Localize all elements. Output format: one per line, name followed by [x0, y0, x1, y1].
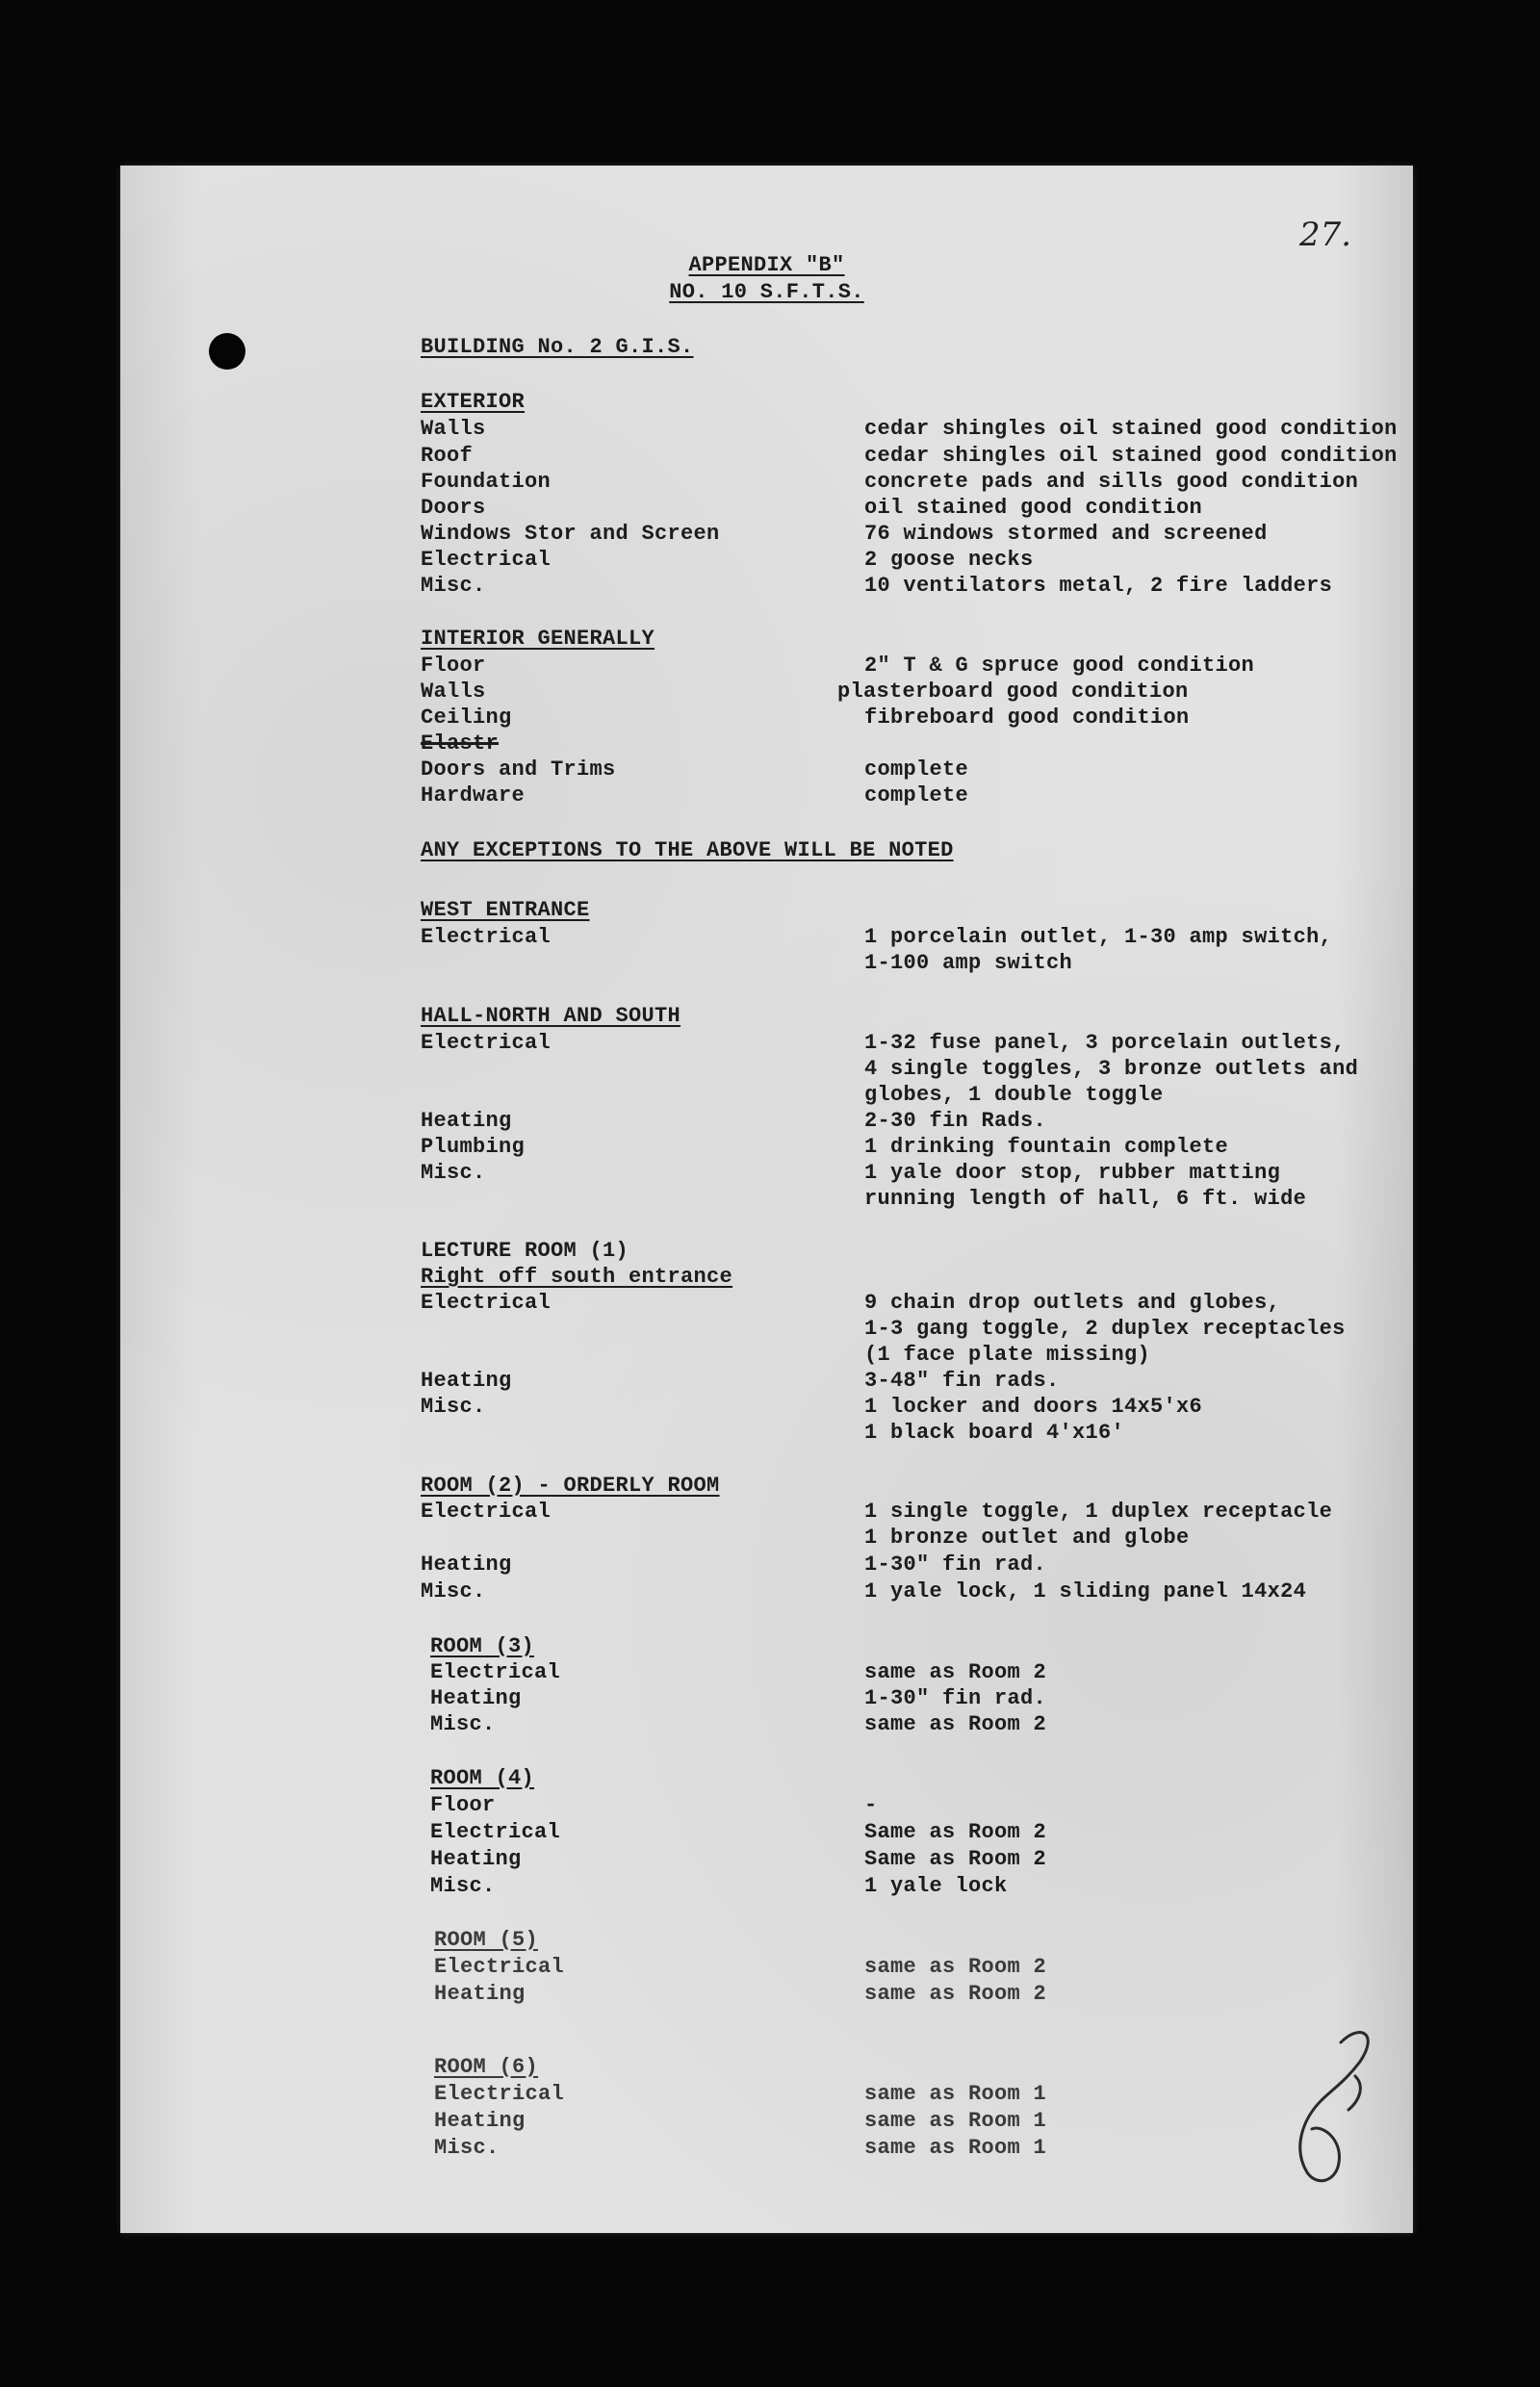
row-value: 1 yale lock — [864, 1874, 1008, 1898]
lecture-electrical-line: 1-3 gang toggle, 2 duplex receptacles — [864, 1317, 1346, 1341]
room4-row — [120, 1819, 1413, 1846]
lecture-electrical-label: Electrical — [421, 1291, 552, 1315]
row-label: Misc. — [421, 574, 486, 598]
exterior-row — [120, 521, 1413, 548]
row-value: concrete pads and sills good condition — [864, 470, 1359, 494]
room4-row — [120, 1792, 1413, 1819]
hall-electrical-line: 4 single toggles, 3 bronze outlets and — [864, 1057, 1359, 1081]
row-value: cedar shingles oil stained good condition — [864, 417, 1398, 441]
hall-misc-line: 1 yale door stop, rubber matting — [864, 1161, 1281, 1185]
room2-heading: ROOM (2) - ORDERLY ROOM — [421, 1474, 720, 1498]
row-label: Heating — [430, 1847, 522, 1871]
exterior-row — [120, 547, 1413, 574]
row-label: Electrical — [434, 1955, 565, 1979]
room5-row — [120, 1981, 1413, 2008]
hall-misc-label: Misc. — [421, 1161, 486, 1185]
handwritten-mark — [1264, 2004, 1399, 2196]
row-value: cedar shingles oil stained good condition — [864, 444, 1398, 468]
room4-heading: ROOM (4) — [430, 1766, 535, 1790]
lecture-heating-label: Heating — [421, 1369, 512, 1393]
hall-electrical-line: 1-32 fuse panel, 3 porcelain outlets, — [864, 1031, 1346, 1055]
exterior-heading: EXTERIOR — [421, 390, 526, 414]
row-label: Misc. — [434, 2136, 500, 2160]
exterior-row — [120, 469, 1413, 496]
row-label: Walls — [421, 680, 486, 704]
row-value: same as Room 2 — [864, 1955, 1047, 1979]
row-value: oil stained good condition — [864, 496, 1203, 520]
lecture-heating-value: 3-48" fin rads. — [864, 1369, 1060, 1393]
row-value: same as Room 2 — [864, 1982, 1047, 2006]
interior-row — [120, 757, 1413, 783]
interior-row — [120, 705, 1413, 732]
building-title: BUILDING No. 2 G.I.S. — [421, 335, 694, 359]
punch-hole — [209, 333, 245, 370]
page-number: 27. — [1299, 216, 1352, 254]
room2-misc-label: Misc. — [421, 1579, 486, 1604]
interior-row — [120, 653, 1413, 680]
row-value: same as Room 2 — [864, 1712, 1047, 1736]
row-value: same as Room 1 — [864, 2109, 1047, 2133]
hall-heating-label: Heating — [421, 1109, 512, 1133]
hall-plumbing-label: Plumbing — [421, 1135, 526, 1159]
lecture-misc-line: 1 locker and doors 14x5'x6 — [864, 1395, 1203, 1419]
room4-row — [120, 1873, 1413, 1900]
room4-row — [120, 1846, 1413, 1873]
row-label: Ceiling — [421, 706, 512, 730]
room3-row — [120, 1711, 1413, 1738]
room2-electrical-label: Electrical — [421, 1500, 552, 1524]
room2-heating-value: 1-30" fin rad. — [864, 1553, 1047, 1577]
room5-heading: ROOM (5) — [434, 1928, 539, 1952]
appendix-title: APPENDIX "B" — [688, 253, 845, 277]
row-label: Misc. — [430, 1874, 496, 1898]
room6-row — [120, 2081, 1413, 2108]
hall-electrical-label: Electrical — [421, 1031, 552, 1055]
document-page — [120, 166, 1413, 2233]
row-label: Floor — [421, 654, 486, 678]
room2-heating-label: Heating — [421, 1553, 512, 1577]
row-value: same as Room 1 — [864, 2082, 1047, 2106]
room3-heading: ROOM (3) — [430, 1634, 535, 1658]
row-label: Doors — [421, 496, 486, 520]
row-value: 2 goose necks — [864, 548, 1034, 572]
row-label: Walls — [421, 417, 486, 441]
row-label: Floor — [430, 1793, 496, 1817]
lecture-room-subheading: Right off south entrance — [421, 1265, 733, 1289]
room3-row — [120, 1685, 1413, 1712]
row-value: 76 windows stormed and screened — [864, 522, 1268, 546]
row-label: Electrical — [430, 1660, 561, 1684]
lecture-electrical-line: (1 face plate missing) — [864, 1343, 1151, 1367]
row-value: 10 ventilators metal, 2 fire ladders — [864, 574, 1333, 598]
room3-row — [120, 1659, 1413, 1686]
hall-heading: HALL-NORTH AND SOUTH — [421, 1004, 681, 1028]
row-label: Doors and Trims — [421, 757, 616, 782]
exterior-row — [120, 443, 1413, 470]
row-value: Same as Room 2 — [864, 1820, 1047, 1844]
row-label: Hardware — [421, 783, 526, 808]
hall-plumbing-value: 1 drinking fountain complete — [864, 1135, 1229, 1159]
interior-row — [120, 679, 1413, 706]
hall-misc-line: running length of hall, 6 ft. wide — [864, 1187, 1307, 1211]
room5-row — [120, 1954, 1413, 1981]
row-value: 1-30" fin rad. — [864, 1686, 1047, 1710]
room2-electrical-line: 1 single toggle, 1 duplex receptacle — [864, 1500, 1333, 1524]
row-value: complete — [864, 783, 969, 808]
lecture-misc-line: 1 black board 4'x16' — [864, 1421, 1125, 1445]
row-label: Heating — [430, 1686, 522, 1710]
room6-row — [120, 2108, 1413, 2135]
west-entrance-line: 1-100 amp switch — [864, 951, 1073, 975]
room6-heading: ROOM (6) — [434, 2055, 539, 2079]
exterior-row — [120, 416, 1413, 443]
room6-row — [120, 2135, 1413, 2162]
hall-heating-value: 2-30 fin Rads. — [864, 1109, 1047, 1133]
row-value: fibreboard good condition — [864, 706, 1190, 730]
unit-title: NO. 10 S.F.T.S. — [669, 280, 864, 304]
row-label: Electrical — [421, 548, 552, 572]
interior-row — [120, 731, 1413, 757]
interior-heading: INTERIOR GENERALLY — [421, 627, 655, 651]
row-label-struck: Elastr — [421, 732, 500, 756]
row-label: Heating — [434, 2109, 526, 2133]
row-label: Foundation — [421, 470, 552, 494]
row-label: Electrical — [430, 1820, 561, 1844]
hall-electrical-line: globes, 1 double toggle — [864, 1083, 1164, 1107]
room2-misc-value: 1 yale lock, 1 sliding panel 14x24 — [864, 1579, 1307, 1604]
row-value: same as Room 1 — [864, 2136, 1047, 2160]
exterior-row — [120, 573, 1413, 600]
exterior-row — [120, 495, 1413, 522]
row-label: Misc. — [430, 1712, 496, 1736]
lecture-room-heading: LECTURE ROOM (1) — [421, 1239, 629, 1263]
row-label: Windows Stor and Screen — [421, 522, 720, 546]
row-value: 2" T & G spruce good condition — [864, 654, 1255, 678]
room2-electrical-line: 1 bronze outlet and globe — [864, 1526, 1190, 1550]
west-entrance-line: 1 porcelain outlet, 1-30 amp switch, — [864, 925, 1333, 949]
lecture-misc-label: Misc. — [421, 1395, 486, 1419]
row-label: Heating — [434, 1982, 526, 2006]
interior-row — [120, 783, 1413, 809]
row-label: Roof — [421, 444, 474, 468]
row-value: complete — [864, 757, 969, 782]
west-entrance-heading: WEST ENTRANCE — [421, 898, 590, 922]
row-value: same as Room 2 — [864, 1660, 1047, 1684]
exceptions-note: ANY EXCEPTIONS TO THE ABOVE WILL BE NOTED — [421, 838, 954, 862]
row-value: - — [864, 1793, 878, 1817]
lecture-electrical-line: 9 chain drop outlets and globes, — [864, 1291, 1281, 1315]
west-entrance-label: Electrical — [421, 925, 552, 949]
row-value: Same as Room 2 — [864, 1847, 1047, 1871]
row-label: Electrical — [434, 2082, 565, 2106]
row-value: plasterboard good condition — [837, 680, 1189, 704]
